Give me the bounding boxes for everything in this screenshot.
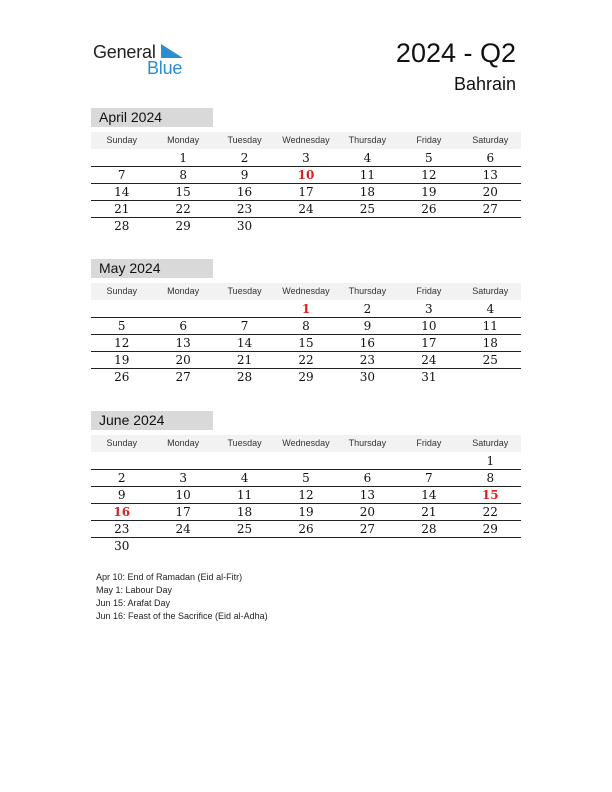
day-cell: 22 xyxy=(175,202,191,216)
day-cell: 13 xyxy=(359,488,376,502)
day-cell: 13 xyxy=(482,168,498,182)
day-cell xyxy=(275,218,336,234)
day-cell: 26 xyxy=(114,370,130,384)
day-cell xyxy=(91,150,152,166)
day-cell: 5 xyxy=(117,319,126,333)
day-cell: 26 xyxy=(421,202,437,216)
week-row xyxy=(91,352,521,369)
day-cell: 11 xyxy=(359,168,376,182)
day-cell: 11 xyxy=(236,488,253,502)
weekday-label: Sunday xyxy=(106,135,137,145)
logo-blue-text: Blue xyxy=(147,58,183,78)
day-cell: 20 xyxy=(359,505,376,519)
day-cell: 19 xyxy=(421,185,437,199)
day-cell xyxy=(152,453,213,469)
day-cell: 6 xyxy=(363,471,372,485)
weekday-label: Thursday xyxy=(348,135,387,145)
day-cell: 28 xyxy=(236,370,253,384)
day-cell xyxy=(152,538,213,554)
week-row xyxy=(91,504,521,521)
week-row xyxy=(91,487,521,504)
day-cell: 17 xyxy=(175,505,191,519)
day-cell xyxy=(460,538,521,554)
day-cell: 7 xyxy=(425,471,433,485)
day-cell: 13 xyxy=(175,336,191,350)
weekday-label: Monday xyxy=(167,135,200,145)
day-cell xyxy=(460,218,521,234)
day-cell: 27 xyxy=(359,522,376,536)
holiday-note: Apr 10: End of Ramadan (Eid al-Fitr) xyxy=(96,572,243,582)
day-cell: 1 xyxy=(301,302,311,316)
day-cell: 5 xyxy=(302,471,310,485)
day-cell: 12 xyxy=(114,336,130,350)
day-cell: 9 xyxy=(117,488,126,502)
day-cell: 29 xyxy=(175,219,191,233)
day-cell: 4 xyxy=(486,302,495,316)
month-header: April 2024 xyxy=(91,108,213,127)
day-cell: 22 xyxy=(298,353,314,367)
month-header: June 2024 xyxy=(91,411,213,430)
week-row xyxy=(91,318,521,335)
day-cell xyxy=(337,218,398,234)
day-cell xyxy=(398,218,459,234)
day-cell: 16 xyxy=(236,185,253,199)
day-cell: 4 xyxy=(363,151,372,165)
day-cell: 24 xyxy=(298,202,314,216)
day-cell: 15 xyxy=(298,336,314,350)
day-cell: 30 xyxy=(236,219,253,233)
day-cell: 28 xyxy=(421,522,437,536)
day-cell: 21 xyxy=(236,353,253,367)
week-row xyxy=(91,150,521,167)
day-cell: 8 xyxy=(302,319,310,333)
weekday-label: Saturday xyxy=(472,135,509,145)
weekday-label: Tuesday xyxy=(227,286,262,296)
day-cell: 6 xyxy=(486,151,495,165)
day-cell: 12 xyxy=(421,168,437,182)
week-row xyxy=(91,301,521,318)
day-cell xyxy=(152,301,213,317)
day-cell xyxy=(398,538,459,554)
day-cell: 17 xyxy=(421,336,437,350)
day-cell: 9 xyxy=(240,168,249,182)
day-cell xyxy=(337,538,398,554)
weekday-label: Monday xyxy=(167,286,200,296)
day-cell: 18 xyxy=(359,185,376,199)
day-cell: 19 xyxy=(114,353,130,367)
weekday-label: Friday xyxy=(416,438,442,448)
week-row xyxy=(91,538,521,554)
day-cell: 15 xyxy=(481,488,499,502)
day-cell xyxy=(214,453,275,469)
day-cell: 30 xyxy=(359,370,376,384)
day-cell: 2 xyxy=(117,471,126,485)
day-cell: 16 xyxy=(359,336,376,350)
day-cell: 7 xyxy=(117,168,126,182)
day-cell: 18 xyxy=(482,336,498,350)
day-cell xyxy=(214,301,275,317)
day-cell: 27 xyxy=(175,370,191,384)
logo-general-text: General xyxy=(93,42,156,62)
weekday-header-row xyxy=(91,283,521,300)
day-cell xyxy=(337,453,398,469)
week-row xyxy=(91,167,521,184)
weekday-label: Thursday xyxy=(348,286,387,296)
logo xyxy=(93,42,193,82)
day-cell: 24 xyxy=(421,353,437,367)
week-row xyxy=(91,184,521,201)
day-cell: 9 xyxy=(363,319,372,333)
week-row xyxy=(91,521,521,538)
country-name: Bahrain xyxy=(453,74,516,94)
day-cell xyxy=(275,538,336,554)
day-cell: 4 xyxy=(240,471,249,485)
day-cell: 14 xyxy=(421,488,437,502)
day-cell: 25 xyxy=(359,202,376,216)
weekday-label: Wednesday xyxy=(282,438,330,448)
weekday-label: Saturday xyxy=(472,438,509,448)
week-row xyxy=(91,201,521,218)
day-cell: 3 xyxy=(425,302,433,316)
day-cell: 15 xyxy=(175,185,191,199)
day-cell: 29 xyxy=(298,370,314,384)
day-cell: 19 xyxy=(298,505,314,519)
day-cell: 3 xyxy=(179,471,187,485)
weekday-label: Thursday xyxy=(348,438,387,448)
day-cell: 8 xyxy=(486,471,495,485)
day-cell: 17 xyxy=(298,185,314,199)
weekday-label: Saturday xyxy=(472,286,509,296)
day-cell: 10 xyxy=(421,319,437,333)
month-header: May 2024 xyxy=(91,259,213,278)
day-cell: 1 xyxy=(179,151,187,165)
day-cell xyxy=(214,538,275,554)
day-cell: 8 xyxy=(179,168,187,182)
day-cell: 23 xyxy=(114,522,130,536)
day-cell: 30 xyxy=(114,539,130,553)
day-cell: 12 xyxy=(298,488,314,502)
day-cell: 16 xyxy=(113,505,131,519)
month-june xyxy=(91,411,521,554)
week-row xyxy=(91,453,521,470)
day-cell: 3 xyxy=(302,151,310,165)
day-cell: 28 xyxy=(114,219,130,233)
day-cell: 5 xyxy=(425,151,433,165)
day-cell: 20 xyxy=(482,185,498,199)
day-cell xyxy=(275,453,336,469)
holiday-note: Jun 16: Feast of the Sacrifice (Eid al-Adha) xyxy=(96,611,268,621)
weekday-label: Sunday xyxy=(106,438,137,448)
day-cell: 10 xyxy=(175,488,191,502)
weekday-label: Wednesday xyxy=(282,286,330,296)
day-cell: 29 xyxy=(482,522,498,536)
day-cell: 11 xyxy=(482,319,498,333)
weekday-label: Friday xyxy=(416,135,442,145)
day-cell: 27 xyxy=(482,202,498,216)
day-cell: 1 xyxy=(486,454,495,468)
day-cell: 31 xyxy=(421,370,437,384)
day-cell: 14 xyxy=(114,185,130,199)
holiday-notes xyxy=(96,571,268,623)
day-cell: 21 xyxy=(421,505,437,519)
day-cell xyxy=(91,453,152,469)
day-cell: 26 xyxy=(298,522,314,536)
week-row xyxy=(91,335,521,352)
day-cell: 2 xyxy=(363,302,372,316)
weekday-label: Monday xyxy=(167,438,200,448)
day-cell: 24 xyxy=(175,522,191,536)
weekday-header-row xyxy=(91,435,521,452)
day-cell: 6 xyxy=(179,319,187,333)
day-cell xyxy=(460,369,521,385)
day-cell: 25 xyxy=(482,353,498,367)
holiday-note: Jun 15: Arafat Day xyxy=(96,598,171,608)
weekday-header-row xyxy=(91,132,521,149)
weekday-label: Tuesday xyxy=(227,135,262,145)
weekday-label: Tuesday xyxy=(227,438,262,448)
day-cell: 25 xyxy=(236,522,253,536)
day-cell: 7 xyxy=(240,319,249,333)
weekday-label: Sunday xyxy=(106,286,137,296)
month-april xyxy=(91,108,521,234)
day-cell xyxy=(398,453,459,469)
day-cell: 21 xyxy=(114,202,130,216)
week-row xyxy=(91,218,521,234)
week-row xyxy=(91,369,521,385)
holiday-note: May 1: Labour Day xyxy=(96,585,173,595)
page-title: 2024 - Q2 xyxy=(395,38,516,68)
week-row xyxy=(91,470,521,487)
weekday-label: Wednesday xyxy=(282,135,330,145)
day-cell: 20 xyxy=(175,353,191,367)
month-may xyxy=(91,259,521,385)
day-cell: 23 xyxy=(359,353,376,367)
weekday-label: Friday xyxy=(416,286,442,296)
day-cell: 23 xyxy=(236,202,253,216)
day-cell: 18 xyxy=(236,505,253,519)
day-cell: 10 xyxy=(297,168,315,182)
day-cell: 14 xyxy=(236,336,253,350)
day-cell: 2 xyxy=(240,151,249,165)
day-cell xyxy=(91,301,152,317)
day-cell: 22 xyxy=(482,505,498,519)
